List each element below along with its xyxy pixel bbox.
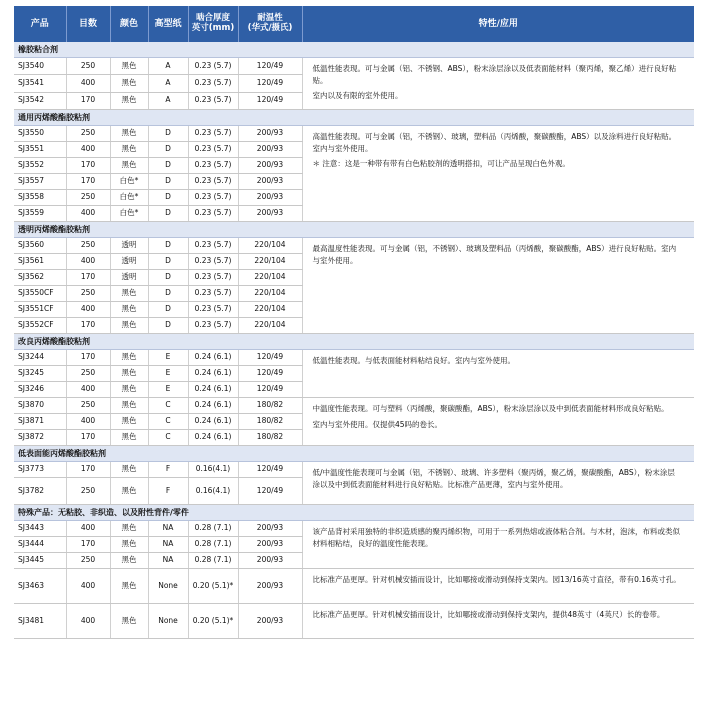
cell-temperature: 200/93 [238,205,302,221]
table-row [14,603,694,638]
cell-thickness: 0.23 (5.7) [188,301,238,317]
category-row [14,221,694,237]
cell-height-type: C [148,429,188,445]
cell-mesh-count: 400 [66,520,110,536]
cell-height-type: E [148,349,188,365]
cell-color: 透明 [110,269,148,285]
feature-paragraph: 比标准产品更厚。针对机械安插而设计，比如哪接或滑动到保持支架内，提供48英寸（4英尺）长的卷带。 [312,609,665,619]
cell-thickness: 0.23 (5.7) [188,205,238,221]
cell-thickness: 0.28 (7.1) [188,520,238,536]
cell-thickness: 0.23 (5.7) [188,58,238,75]
cell-product-code: SJ3550 [14,125,66,141]
cell-product-code: SJ3559 [14,205,66,221]
category-title: 透明丙烯酸酯胶粘剂 [14,221,694,237]
cell-product-code: SJ3561 [14,253,66,269]
cell-product-code: SJ3445 [14,552,66,568]
cell-temperature: 200/93 [238,125,302,141]
product-spec-table-container [14,6,694,639]
table-body [14,42,694,638]
cell-thickness: 0.24 (6.1) [188,397,238,413]
cell-color: 黑色 [110,568,148,603]
cell-mesh-count: 400 [66,381,110,397]
category-title: 改良丙烯酸酯胶粘剂 [14,333,694,349]
cell-color: 黑色 [110,365,148,381]
product-spec-table [14,6,694,639]
cell-product-code: SJ3560 [14,237,66,253]
cell-mesh-count: 250 [66,552,110,568]
cell-color: 黑色 [110,75,148,92]
cell-color: 黑色 [110,381,148,397]
cell-thickness: 0.23 (5.7) [188,285,238,301]
cell-temperature: 120/49 [238,349,302,365]
cell-height-type: A [148,75,188,92]
cell-product-code: SJ3872 [14,429,66,445]
cell-height-type: D [148,125,188,141]
cell-thickness: 0.24 (6.1) [188,381,238,397]
cell-height-type: NA [148,536,188,552]
cell-color: 黑色 [110,157,148,173]
cell-thickness: 0.24 (6.1) [188,365,238,381]
cell-thickness: 0.20 (5.1)* [188,603,238,638]
cell-product-code: SJ3541 [14,75,66,92]
cell-mesh-count: 250 [66,189,110,205]
category-row [14,333,694,349]
cell-color: 黑色 [110,285,148,301]
cell-mesh-count: 170 [66,349,110,365]
header-color: 颜色 [110,6,148,42]
cell-height-type: F [148,461,188,477]
cell-height-type: E [148,365,188,381]
category-title: 低表面能丙烯酸酯胶粘剂 [14,445,694,461]
cell-temperature: 200/93 [238,552,302,568]
category-title: 通用丙烯酸酯胶粘剂 [14,109,694,125]
cell-mesh-count: 400 [66,413,110,429]
cell-color: 黑色 [110,520,148,536]
header-features: 特性/应用 [302,6,694,42]
cell-color: 黑色 [110,141,148,157]
feature-paragraph: 该产品背衬采用独特的非织造质感的聚丙烯织物，可用于一系列热熔或液体粘合剂。与木材，泡沫，布料或类似材料相粘结，良好的温度性能表现。 [312,526,680,548]
cell-mesh-count: 170 [66,157,110,173]
cell-mesh-count: 400 [66,301,110,317]
table-row [14,520,694,536]
cell-mesh-count: 250 [66,125,110,141]
cell-height-type: D [148,141,188,157]
cell-color: 黑色 [110,301,148,317]
cell-temperature: 200/93 [238,603,302,638]
cell-height-type: D [148,205,188,221]
cell-mesh-count: 170 [66,269,110,285]
cell-mesh-count: 170 [66,429,110,445]
feature-description [302,397,694,445]
cell-product-code: SJ3550CF [14,285,66,301]
table-header [14,6,694,42]
cell-mesh-count: 170 [66,92,110,109]
header-thickness: 啮合厚度 英寸(mm) [188,6,238,42]
cell-color: 透明 [110,253,148,269]
feature-paragraph: 室内以及有限的室外使用。 [312,91,403,101]
cell-temperature: 200/93 [238,173,302,189]
cell-product-code: SJ3782 [14,477,66,504]
category-title: 特殊产品：无粘胶、非织造、以及附性背件/零件 [14,504,694,520]
cell-mesh-count: 250 [66,58,110,75]
feature-description [302,461,694,504]
cell-temperature: 220/104 [238,301,302,317]
cell-temperature: 200/93 [238,141,302,157]
cell-height-type: A [148,92,188,109]
cell-mesh-count: 170 [66,536,110,552]
cell-thickness: 0.23 (5.7) [188,173,238,189]
cell-thickness: 0.23 (5.7) [188,237,238,253]
cell-thickness: 0.28 (7.1) [188,552,238,568]
cell-thickness: 0.23 (5.7) [188,253,238,269]
cell-mesh-count: 400 [66,75,110,92]
feature-paragraph: 低/中温度性能表现可与金属（铝，不锈钢）、玻璃、许多塑料（聚丙烯，聚乙烯，聚碳酸酯，ABS），粉末涂层涂以及中到低表面能材料进行良好粘贴。比标准产品更薄，室内与室外使用。 [312,467,675,489]
cell-color: 白色* [110,205,148,221]
feature-description [302,125,694,221]
cell-temperature: 220/104 [238,253,302,269]
feature-description [302,568,694,603]
feature-description [302,349,694,397]
category-row [14,504,694,520]
cell-product-code: SJ3463 [14,568,66,603]
cell-temperature: 200/93 [238,157,302,173]
cell-thickness: 0.28 (7.1) [188,536,238,552]
feature-paragraph: 室内与室外使用。仅提供45吗的卷长。 [312,419,443,429]
cell-mesh-count: 170 [66,173,110,189]
cell-temperature: 120/49 [238,461,302,477]
cell-thickness: 0.23 (5.7) [188,189,238,205]
cell-height-type: A [148,58,188,75]
cell-temperature: 220/104 [238,237,302,253]
cell-height-type: D [148,269,188,285]
cell-mesh-count: 170 [66,461,110,477]
cell-color: 黑色 [110,461,148,477]
cell-thickness: 0.16(4.1) [188,461,238,477]
cell-product-code: SJ3871 [14,413,66,429]
cell-product-code: SJ3552CF [14,317,66,333]
cell-height-type: D [148,317,188,333]
cell-thickness: 0.23 (5.7) [188,317,238,333]
cell-thickness: 0.20 (5.1)* [188,568,238,603]
cell-color: 黑色 [110,92,148,109]
cell-product-code: SJ3540 [14,58,66,75]
cell-temperature: 120/49 [238,381,302,397]
cell-height-type: D [148,157,188,173]
cell-product-code: SJ3444 [14,536,66,552]
cell-product-code: SJ3552 [14,157,66,173]
cell-color: 黑色 [110,429,148,445]
cell-height-type: D [148,173,188,189]
cell-mesh-count: 250 [66,285,110,301]
cell-height-type: NA [148,520,188,536]
cell-thickness: 0.23 (5.7) [188,269,238,285]
cell-temperature: 200/93 [238,568,302,603]
cell-temperature: 180/82 [238,413,302,429]
cell-product-code: SJ3562 [14,269,66,285]
cell-height-type: F [148,477,188,504]
cell-temperature: 120/49 [238,477,302,504]
cell-product-code: SJ3246 [14,381,66,397]
cell-height-type: None [148,568,188,603]
cell-mesh-count: 250 [66,237,110,253]
table-row [14,125,694,141]
feature-paragraph: 低温性能表现。与低表面能材料粘结良好。室内与室外使用。 [312,355,515,365]
cell-height-type: D [148,285,188,301]
cell-product-code: SJ3481 [14,603,66,638]
header-product: 产品 [14,6,66,42]
table-row [14,349,694,365]
cell-temperature: 220/104 [238,317,302,333]
cell-color: 黑色 [110,413,148,429]
cell-product-code: SJ3551CF [14,301,66,317]
feature-description [302,237,694,333]
cell-temperature: 120/49 [238,58,302,75]
cell-color: 黑色 [110,317,148,333]
cell-product-code: SJ3558 [14,189,66,205]
cell-temperature: 120/49 [238,92,302,109]
feature-paragraph: 高温性能表现。可与金属（铝，不锈钢）、玻璃，塑料品（丙烯酸，聚碳酸酯，ABS）以及涂料进行良好粘贴。室内与室外使用。 [312,131,677,153]
cell-temperature: 200/93 [238,189,302,205]
cell-temperature: 220/104 [238,269,302,285]
table-row [14,461,694,477]
cell-height-type: D [148,189,188,205]
cell-color: 黑色 [110,477,148,504]
category-row [14,109,694,125]
feature-paragraph: 中温度性能表现。可与塑料（丙烯酸，聚碳酸酯，ABS），粉末涂层涂以及中到低表面能材料形成良好粘贴。 [312,403,669,413]
cell-temperature: 180/82 [238,397,302,413]
header-height: 高型纸 [148,6,188,42]
cell-mesh-count: 400 [66,603,110,638]
bottom-cropped-note [14,694,274,701]
cell-height-type: NA [148,552,188,568]
category-row [14,445,694,461]
cell-mesh-count: 400 [66,141,110,157]
cell-color: 黑色 [110,125,148,141]
feature-paragraph: 最高温度性能表现。可与金属（铝，不锈钢）、玻璃及塑料品（丙烯酸，聚碳酸酯，ABS）进行良好粘贴。室内与室外使用。 [312,243,677,265]
cell-product-code: SJ3244 [14,349,66,365]
feature-description [302,520,694,568]
cell-temperature: 220/104 [238,285,302,301]
cell-mesh-count: 250 [66,397,110,413]
cell-mesh-count: 400 [66,568,110,603]
cell-temperature: 180/82 [238,429,302,445]
cell-mesh-count: 250 [66,365,110,381]
cell-color: 黑色 [110,58,148,75]
cell-thickness: 0.16(4.1) [188,477,238,504]
cell-product-code: SJ3245 [14,365,66,381]
feature-paragraph: 低温性能表现。可与金属（铝、不锈钢、ABS），粉末涂层涂以及低表面能材料（聚丙烯，聚乙烯）进行良好粘贴。 [312,64,677,85]
cell-height-type: E [148,381,188,397]
cell-mesh-count: 250 [66,477,110,504]
cell-thickness: 0.24 (6.1) [188,349,238,365]
cell-color: 白色* [110,189,148,205]
cell-thickness: 0.23 (5.7) [188,125,238,141]
header-temperature: 耐温性 (华式/摄氏) [238,6,302,42]
cell-height-type: None [148,603,188,638]
cell-thickness: 0.24 (6.1) [188,413,238,429]
cell-thickness: 0.23 (5.7) [188,141,238,157]
table-row [14,397,694,413]
cell-product-code: SJ3551 [14,141,66,157]
cell-thickness: 0.23 (5.7) [188,92,238,109]
feature-description [302,603,694,638]
cell-mesh-count: 400 [66,205,110,221]
table-row [14,58,694,75]
cell-thickness: 0.23 (5.7) [188,157,238,173]
cell-product-code: SJ3557 [14,173,66,189]
cell-thickness: 0.23 (5.7) [188,75,238,92]
cell-color: 黑色 [110,603,148,638]
cell-height-type: C [148,397,188,413]
cell-mesh-count: 400 [66,253,110,269]
cell-product-code: SJ3542 [14,92,66,109]
cell-color: 黑色 [110,397,148,413]
cell-height-type: C [148,413,188,429]
cell-product-code: SJ3870 [14,397,66,413]
cell-color: 黑色 [110,536,148,552]
cell-product-code: SJ3773 [14,461,66,477]
cell-temperature: 200/93 [238,520,302,536]
cell-color: 透明 [110,237,148,253]
cell-temperature: 120/49 [238,75,302,92]
cell-height-type: D [148,253,188,269]
cell-color: 黑色 [110,552,148,568]
cell-temperature: 120/49 [238,365,302,381]
cell-product-code: SJ3443 [14,520,66,536]
table-row [14,568,694,603]
header-mesh: 目数 [66,6,110,42]
feature-paragraph: ＊ 注意：这是一种带有带有白色粘胶剂的透明搭扣，可让产品呈现白色外观。 [312,159,570,169]
cell-height-type: D [148,301,188,317]
category-row [14,42,694,58]
feature-paragraph: 比标准产品更厚。针对机械安插而设计，比如哪接或滑动到保持支架内。园13/16英寸直径，带有0.16英寸孔。 [312,574,681,584]
cell-temperature: 200/93 [238,536,302,552]
category-title: 橡胶粘合剂 [14,42,694,58]
feature-description [302,58,694,110]
cell-height-type: D [148,237,188,253]
cell-thickness: 0.24 (6.1) [188,429,238,445]
table-row [14,237,694,253]
cell-mesh-count: 170 [66,317,110,333]
cell-color: 黑色 [110,349,148,365]
cell-color: 白色* [110,173,148,189]
